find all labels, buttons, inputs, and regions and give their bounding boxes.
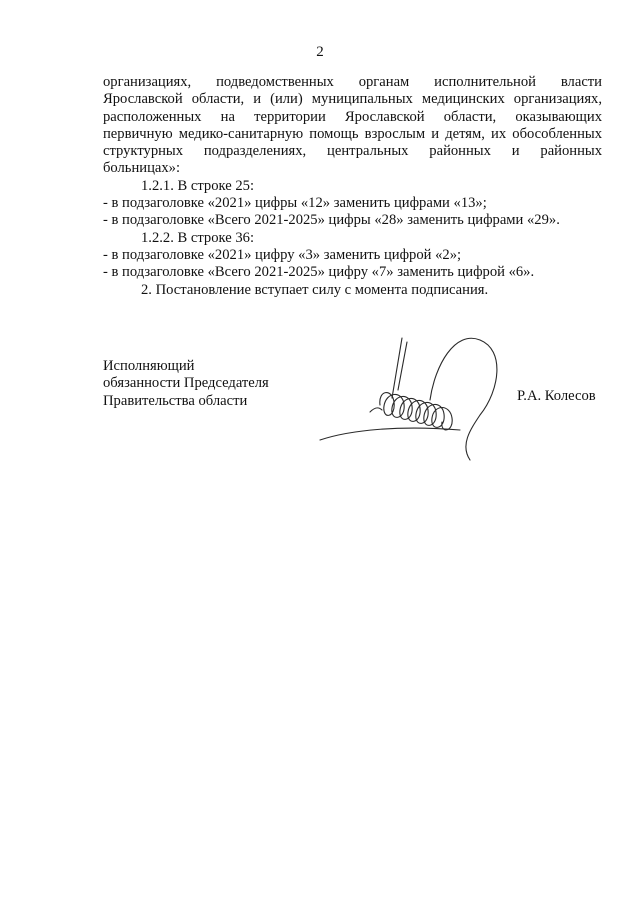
handwritten-signature bbox=[310, 330, 510, 470]
item-heading: 1.2.1. В строке 25: bbox=[141, 177, 254, 194]
paragraph-last-line: больницах»: bbox=[103, 160, 181, 177]
signature-strokes bbox=[320, 338, 497, 460]
item-heading: 1.2.2. В строке 36: bbox=[141, 229, 254, 246]
list-item: - в подзаголовке «Всего 2021-2025» цифру «7» заменить цифрой «6». bbox=[103, 264, 535, 281]
signatory-title bbox=[103, 358, 269, 410]
signatory-name: Р.А. Колесов bbox=[517, 388, 596, 404]
list-item: - в подзаголовке «2021» цифру «3» заменить цифрой «2»; bbox=[103, 246, 462, 263]
paragraph-line: расположенных на территории Ярославской области, оказывающих bbox=[103, 108, 602, 125]
signatory-title-line: Исполняющий bbox=[103, 358, 195, 374]
signatory-title-line: обязанности Председателя bbox=[103, 375, 269, 392]
page-number: 2 bbox=[316, 44, 324, 60]
signatory-title-line: Правительства области bbox=[103, 392, 248, 409]
list-item: - в подзаголовке «Всего 2021-2025» цифры «28» заменить цифрами «29». bbox=[103, 212, 560, 229]
paragraph-line: первичную медико-санитарную помощь взрослым и детям, их обособленных bbox=[103, 125, 602, 142]
paragraph-line: организациях, подведомственных органам исполнительной власти bbox=[103, 74, 602, 90]
paragraph-line: структурных подразделениях, центральных районных и районных bbox=[103, 143, 602, 160]
closing-clause: 2. Постановление вступает силу с момента подписания. bbox=[141, 281, 489, 298]
paragraph-line: Ярославской области, и (или) муниципальных медицинских организациях, bbox=[103, 91, 602, 108]
document-body bbox=[103, 74, 602, 299]
list-item: - в подзаголовке «2021» цифры «12» заменить цифрами «13»; bbox=[103, 195, 487, 212]
